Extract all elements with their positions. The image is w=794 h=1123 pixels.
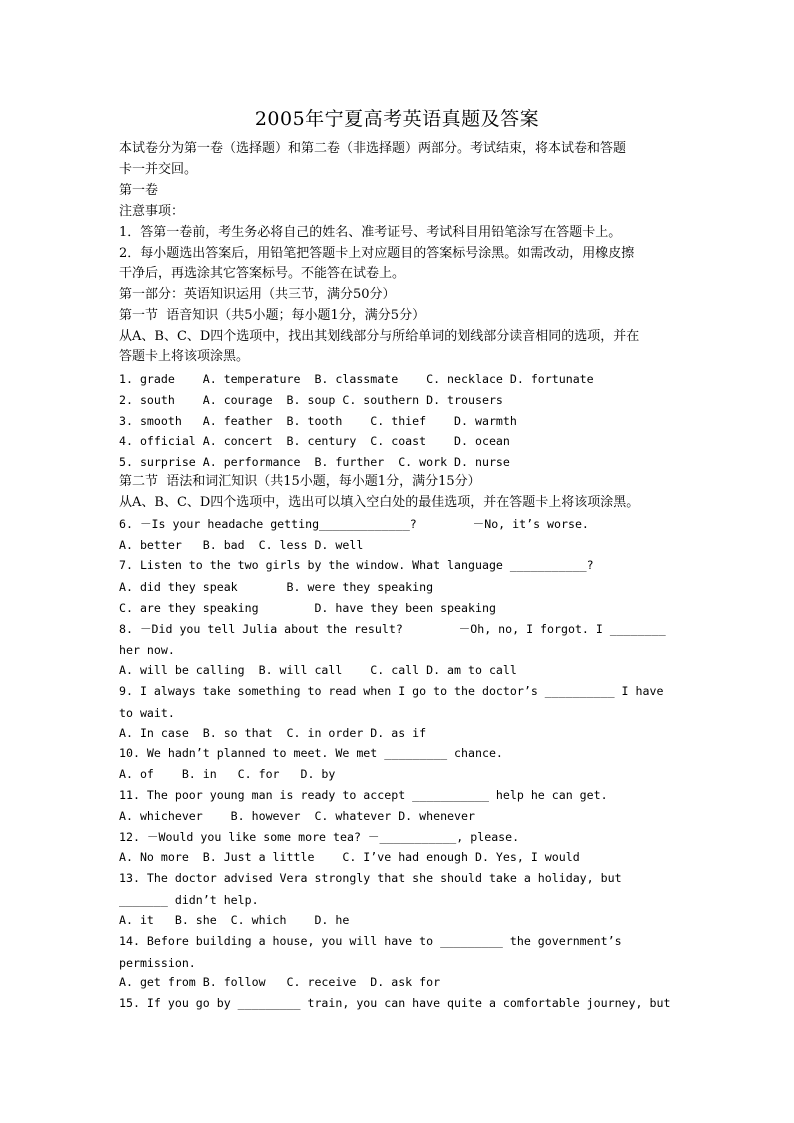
- question-line: her now.: [119, 643, 175, 657]
- options-line: A. of B. in C. for D. by: [119, 767, 336, 781]
- options-line: A. did they speak B. were they speaking: [119, 580, 434, 594]
- question-line: 2. south A. courage B. soup C. southern D. trousers: [119, 393, 503, 407]
- question-line: to wait.: [119, 706, 175, 720]
- document-title: 2005年宁夏高考英语真题及答案: [254, 108, 540, 130]
- question-line: 1. grade A. temperature B. classmate C. necklace D. fortunate: [119, 372, 594, 386]
- instruction-line: 从A、B、C、D四个选项中，选出可以填入空白处的最佳选项，并在答题卡上将该项涂黑。: [119, 495, 640, 510]
- question-line: 14. Before building a house, you will have to _________ the government’s: [119, 934, 622, 948]
- note-line: 1．答第一卷前，考生务必将自己的姓名、准考证号、考试科目用铅笔涂写在答题卡上。: [119, 225, 622, 240]
- part-heading: 第一部分：英语知识运用（共三节，满分50分）: [119, 287, 396, 302]
- question-line: 9. I always take something to read when I go to the doctor’s __________ I have: [119, 684, 664, 698]
- question-line: 13. The doctor advised Vera strongly that she should take a holiday, but: [119, 871, 622, 885]
- options-line: A. it B. she C. which D. he: [119, 913, 350, 927]
- options-line: A. will be calling B. will call C. call D. am to call: [119, 663, 517, 677]
- options-line: A. In case B. so that C. in order D. as if: [119, 726, 427, 740]
- note-line: 2．每小题选出答案后，用铅笔把答题卡上对应题目的答案标号涂黑。如需改动，用橡皮擦: [119, 246, 635, 261]
- question-line: _______ didn’t help.: [119, 893, 259, 907]
- options-line: C. are they speaking D. have they been speaking: [119, 601, 496, 615]
- question-line: 10. We hadn’t planned to meet. We met _________ chance.: [119, 746, 503, 760]
- options-line: A. better B. bad C. less D. well: [119, 538, 364, 552]
- question-line: 8. －Did you tell Julia about the result? －Oh, no, I forgot. I ________: [119, 622, 666, 636]
- options-line: A. whichever B. however C. whatever D. whenever: [119, 809, 475, 823]
- question-line: 6. －Is your headache getting_____________? －No, it’s worse.: [119, 517, 589, 531]
- notes-heading: 注意事项：: [119, 204, 185, 219]
- question-line: 15. If you go by _________ train, you can have quite a comfortable journey, but: [119, 996, 671, 1010]
- question-line: 12. －Would you like some more tea? －___________, please.: [119, 830, 520, 844]
- section-heading: 第一卷: [119, 183, 159, 198]
- instruction-line: 答题卡上将该项涂黑。: [119, 349, 250, 364]
- intro-line: 本试卷分为第一卷（选择题）和第二卷（非选择题）两部分。考试结束，将本试卷和答题: [119, 141, 627, 156]
- question-line: 7. Listen to the two girls by the window. What language ___________?: [119, 558, 594, 572]
- question-line: 3. smooth A. feather B. tooth C. thief D. warmth: [119, 414, 517, 428]
- note-line: 干净后，再选涂其它答案标号。不能答在试卷上。: [119, 266, 406, 281]
- options-line: A. No more B. Just a little C. I’ve had enough D. Yes, I would: [119, 850, 580, 864]
- question-line: 11. The poor young man is ready to accept ___________ help he can get.: [119, 788, 608, 802]
- question-line: permission.: [119, 956, 196, 970]
- options-line: A. get from B. follow C. receive D. ask for: [119, 975, 441, 989]
- subsection-heading: 第二节 语法和词汇知识（共15小题，每小题1分，满分15分）: [119, 474, 481, 489]
- question-line: 4. official A. concert B. century C. coast D. ocean: [119, 434, 510, 448]
- question-line: 5. surprise A. performance B. further C. work D. nurse: [119, 455, 510, 469]
- instruction-line: 从A、B、C、D四个选项中，找出其划线部分与所给单词的划线部分读音相同的选项，并在: [119, 329, 640, 344]
- subsection-heading: 第一节 语音知识（共5小题；每小题1分，满分5分）: [119, 308, 426, 323]
- intro-line: 卡一并交回。: [119, 162, 198, 177]
